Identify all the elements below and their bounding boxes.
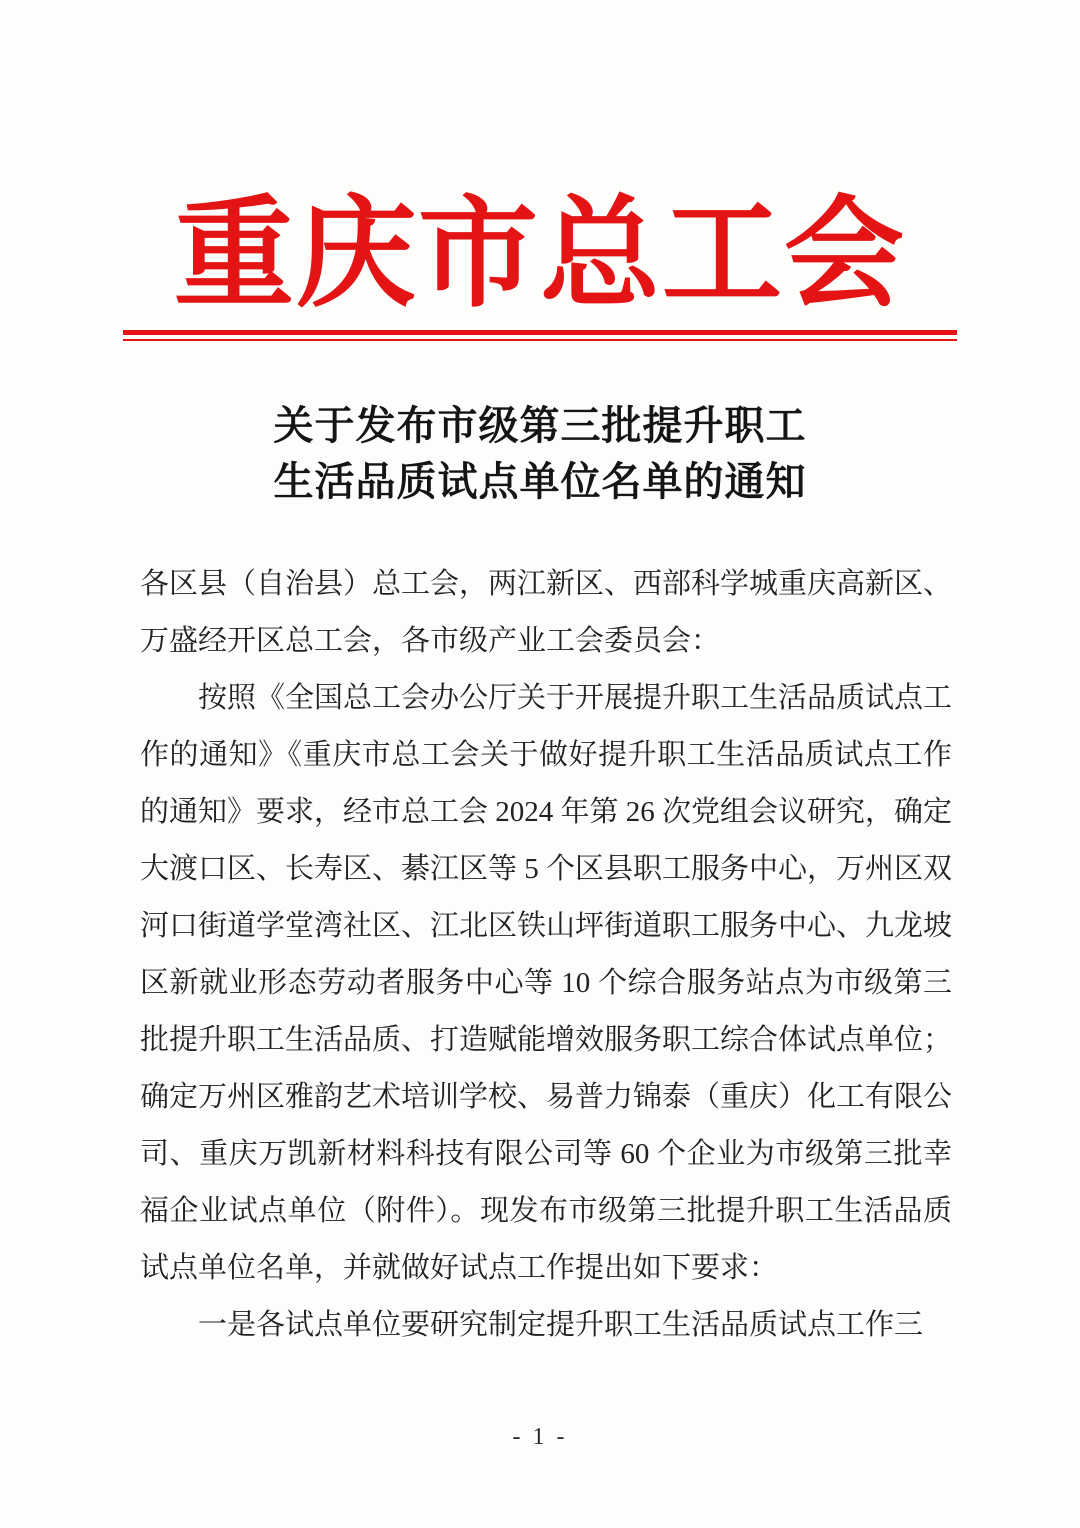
body-paragraph-requirement-1: 一是各试点单位要研究制定提升职工生活品质试点工作三	[198, 1309, 924, 1341]
red-rule-thin	[123, 339, 957, 341]
doc-title	[0, 398, 1080, 510]
org-header-title: 重庆市总工会	[174, 188, 906, 321]
body-paragraph-main: 按照《全国总工会办公厅关于开展提升职工生活品质试点工作的通知》《重庆市总工会关于做好提升职工生活品质试点工作的通知》要求，经市总工会 2024 年第 26 次党组会议研究，确定大渡口区、长寿区、綦江区等 5 个区县职工服务中心，万州区双河口街道学堂湾社区、江北区铁山坪街道职工服务中心、九龙坡区新就业形态劳动者服务中心等 10 个综合服务站点为市级第三批提升职工生活品质、打造赋能增效服务职工综合体试点单位；确定万州区雅韵艺术培训学校、易普力锦泰（重庆）化工有限公司、重庆万凯新材料科技有限公司等 60 个企业为市级第三批幸福企业试点单位（附件）。现发布市级第三批提升职工生活品质试点单位名单，并就做好试点工作提出如下要求：	[140, 682, 953, 1284]
page-number: - 1 -	[512, 1424, 568, 1450]
red-double-rule	[123, 330, 957, 341]
document-body	[140, 556, 952, 1354]
doc-title-line2: 生活品质试点单位名单的通知	[273, 459, 807, 504]
doc-title-line1: 关于发布市级第三批提升职工	[273, 403, 807, 448]
body-paragraph-recipients: 各区县（自治县）总工会，两江新区、西部科学城重庆高新区、万盛经开区总工会，各市级产业工会委员会：	[140, 568, 953, 657]
